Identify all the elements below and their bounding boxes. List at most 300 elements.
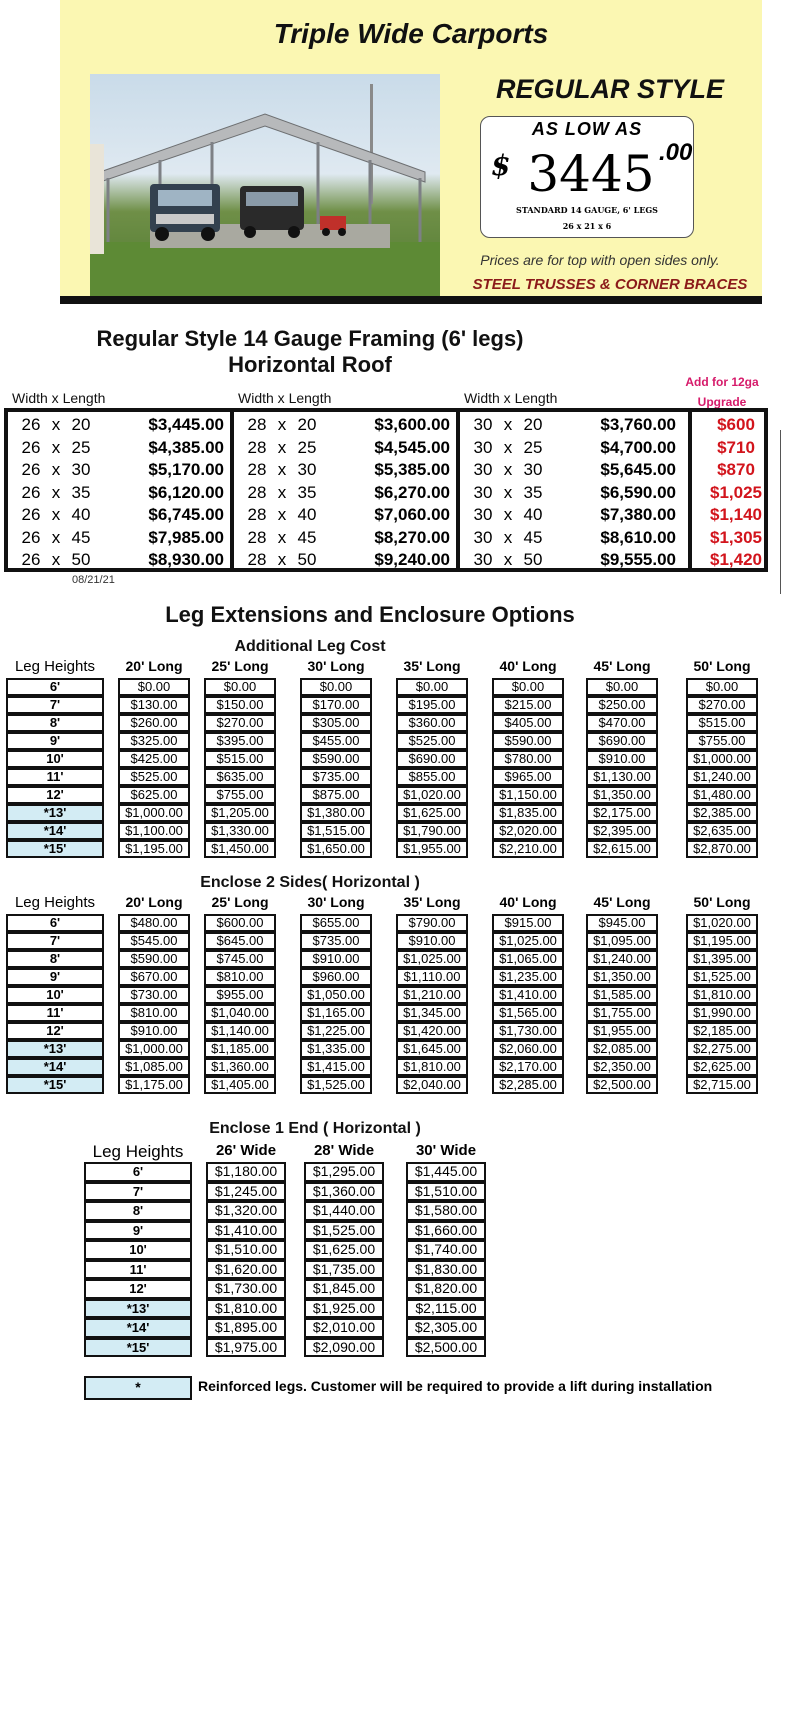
price-cell: $1,835.00 [492, 804, 564, 822]
price-cell: $945.00 [586, 914, 658, 932]
price-cell: $2,115.00 [406, 1299, 486, 1319]
upgrade-price: $1,420 [710, 550, 762, 569]
price-cell: $810.00 [204, 968, 276, 986]
price-cell: $1,235.00 [492, 968, 564, 986]
length-header: 40' Long [499, 658, 557, 674]
price-cell: $2,285.00 [492, 1076, 564, 1094]
length-header: 30' Long [307, 658, 365, 674]
price-cell: $405.00 [492, 714, 564, 732]
price-cell: $1,050.00 [300, 986, 372, 1004]
length-header: 40' Long [499, 894, 557, 910]
leg-height-cell: *15' [84, 1338, 192, 1358]
dim-width: 26 [21, 527, 41, 547]
framing-row [8, 437, 230, 459]
price-cell: $0.00 [118, 678, 190, 696]
framing-price: $6,120.00 [148, 482, 224, 502]
banner-title: Triple Wide Carports [273, 18, 549, 49]
price-cell: $250.00 [586, 696, 658, 714]
framing-price: $9,240.00 [374, 550, 450, 569]
dim-length: 20 [71, 415, 91, 434]
enclose-end-title: Enclose 1 End ( Horizontal ) [209, 1120, 421, 1137]
leg-height-cell: *14' [6, 822, 104, 840]
leg-height-cell: 7' [84, 1182, 192, 1202]
price-cell: $1,000.00 [686, 750, 758, 768]
price-cell: $1,195.00 [686, 932, 758, 950]
price-cell: $1,895.00 [206, 1318, 286, 1338]
length-header: 25' Long [211, 658, 269, 674]
price-cell: $1,345.00 [396, 1004, 468, 1022]
price-cell: $1,335.00 [300, 1040, 372, 1058]
framing-title: Regular Style 14 Gauge Framing (6' legs) [96, 326, 524, 351]
price-cell: $735.00 [300, 768, 372, 786]
framing-price: $9,555.00 [600, 550, 676, 569]
price-cell: $960.00 [300, 968, 372, 986]
length-header: 45' Long [593, 658, 651, 674]
dim-width: 30 [473, 437, 493, 457]
framing-price: $4,545.00 [374, 437, 450, 457]
framing-row [234, 414, 456, 436]
banner-divider [60, 296, 762, 304]
leg-height-cell: 9' [84, 1221, 192, 1241]
price-cell: $1,000.00 [118, 804, 190, 822]
length-header: 25' Long [211, 894, 269, 910]
price-cents: .00 [659, 139, 693, 166]
dim-x: x [277, 415, 287, 434]
upgrade-price: $710 [717, 437, 755, 457]
dim-width: 28 [247, 482, 267, 502]
price-cell: $360.00 [396, 714, 468, 732]
length-header: 50' Long [693, 658, 751, 674]
dim-length: 45 [523, 527, 543, 547]
framing-price: $3,445.00 [148, 415, 224, 434]
framing-price: $5,385.00 [374, 460, 450, 479]
as-low-as-label: AS LOW AS [531, 119, 643, 139]
dim-x: x [51, 415, 61, 434]
price-cell: $2,305.00 [406, 1318, 486, 1338]
price-cell: $1,440.00 [304, 1201, 384, 1221]
price-cell: $690.00 [396, 750, 468, 768]
framing-row [234, 437, 456, 459]
framing-row [460, 459, 682, 481]
price-cell: $2,500.00 [586, 1076, 658, 1094]
leg-height-cell: 11' [84, 1260, 192, 1280]
dim-length: 30 [71, 460, 91, 479]
price-cell: $1,510.00 [406, 1182, 486, 1202]
price-cell: $130.00 [118, 696, 190, 714]
price-cell: $910.00 [118, 1022, 190, 1040]
price-cell: $635.00 [204, 768, 276, 786]
dim-width: 30 [473, 505, 493, 524]
framing-price: $5,170.00 [148, 460, 224, 479]
framing-row [8, 504, 230, 526]
dim-x: x [51, 482, 61, 502]
framing-price: $7,060.00 [374, 505, 450, 524]
framing-row [8, 549, 230, 571]
price-cell: $755.00 [686, 732, 758, 750]
width-length-label: Width x Length [12, 390, 106, 406]
price-cell: $2,500.00 [406, 1338, 486, 1358]
leg-height-cell: 8' [6, 714, 104, 732]
price-cell: $745.00 [204, 950, 276, 968]
price-cell: $2,040.00 [396, 1076, 468, 1094]
price-cell: $730.00 [118, 986, 190, 1004]
price-cell: $790.00 [396, 914, 468, 932]
price-cell: $1,790.00 [396, 822, 468, 840]
dim-length: 20 [297, 415, 317, 434]
upgrade-note-line1: Add for 12ga [685, 375, 759, 389]
price-cell: $2,385.00 [686, 804, 758, 822]
style-title: REGULAR STYLE [495, 74, 724, 104]
price-cell: $1,565.00 [492, 1004, 564, 1022]
leg-heights-header: Leg Heights [92, 1142, 184, 1161]
price-cell: $2,170.00 [492, 1058, 564, 1076]
framing-price: $3,760.00 [600, 415, 676, 434]
framing-row [234, 549, 456, 571]
leg-height-cell: 9' [6, 732, 104, 750]
additional_leg-title: Additional Leg Cost [234, 638, 386, 655]
dim-width: 26 [21, 550, 41, 569]
price-cell: $915.00 [492, 914, 564, 932]
dim-width: 30 [473, 415, 493, 434]
price-cell: $1,820.00 [406, 1279, 486, 1299]
width-header: 30' Wide [415, 1142, 477, 1159]
dim-x: x [503, 550, 513, 569]
price-cell: $1,755.00 [586, 1004, 658, 1022]
price-cell: $0.00 [586, 678, 658, 696]
dim-length: 25 [71, 437, 91, 457]
price-cell: $1,730.00 [492, 1022, 564, 1040]
price-cell: $2,625.00 [686, 1058, 758, 1076]
price-cell: $395.00 [204, 732, 276, 750]
dim-width: 28 [247, 437, 267, 457]
framing-row [8, 414, 230, 436]
price-cell: $470.00 [586, 714, 658, 732]
width-header: 28' Wide [313, 1142, 375, 1159]
framing-price: $8,930.00 [148, 550, 224, 569]
leg-height-cell: 8' [6, 950, 104, 968]
price-cell: $325.00 [118, 732, 190, 750]
price-cell: $1,040.00 [204, 1004, 276, 1022]
price-cell: $150.00 [204, 696, 276, 714]
upgrade-price: $870 [717, 460, 755, 479]
length-header: 35' Long [403, 894, 461, 910]
price-cell: $1,730.00 [206, 1279, 286, 1299]
price-cell: $425.00 [118, 750, 190, 768]
price-cell: $670.00 [118, 968, 190, 986]
price-cell: $2,395.00 [586, 822, 658, 840]
price-cell: $1,185.00 [204, 1040, 276, 1058]
framing-price: $6,590.00 [600, 482, 676, 502]
dim-x: x [51, 437, 61, 457]
leg-height-cell: 6' [6, 678, 104, 696]
framing-row [234, 504, 456, 526]
dim-x: x [277, 527, 287, 547]
price-cell: $1,845.00 [304, 1279, 384, 1299]
width-length-label: Width x Length [238, 390, 332, 406]
leg-height-cell: 7' [6, 696, 104, 714]
upgrade-note-line2: Upgrade [697, 395, 747, 409]
length-header: 35' Long [403, 658, 461, 674]
price-cell: $1,620.00 [206, 1260, 286, 1280]
price-cell: $2,350.00 [586, 1058, 658, 1076]
price-cell: $170.00 [300, 696, 372, 714]
leg-height-cell: 12' [84, 1279, 192, 1299]
framing-table [4, 408, 768, 572]
price-cell: $545.00 [118, 932, 190, 950]
price-cell: $2,870.00 [686, 840, 758, 858]
price-cell: $600.00 [204, 914, 276, 932]
price-cell: $965.00 [492, 768, 564, 786]
price-cell: $1,650.00 [300, 840, 372, 858]
upgrade-note [672, 372, 772, 412]
width-length-label: Width x Length [464, 390, 558, 406]
price-cell: $1,020.00 [686, 914, 758, 932]
dim-width: 28 [247, 415, 267, 434]
dim-x: x [503, 437, 513, 457]
price-cell: $590.00 [118, 950, 190, 968]
dim-length: 40 [523, 505, 543, 524]
dim-x: x [503, 482, 513, 502]
price-cell: $1,165.00 [300, 1004, 372, 1022]
upgrade-price: $600 [717, 415, 755, 434]
dim-length: 45 [297, 527, 317, 547]
price-cell: $590.00 [300, 750, 372, 768]
price-cell: $1,525.00 [300, 1076, 372, 1094]
leg-height-cell: *14' [84, 1318, 192, 1338]
price-cell: $270.00 [204, 714, 276, 732]
standard-spec: STANDARD 14 GAUGE, 6' LEGS [516, 205, 658, 215]
price-cell: $1,095.00 [586, 932, 658, 950]
price-cell: $1,660.00 [406, 1221, 486, 1241]
price-cell: $625.00 [118, 786, 190, 804]
price-cell: $2,210.00 [492, 840, 564, 858]
price-cell: $2,060.00 [492, 1040, 564, 1058]
price-cell: $0.00 [300, 678, 372, 696]
dim-width: 26 [21, 482, 41, 502]
options-title: Leg Extensions and Enclosure Options [165, 602, 575, 627]
price-cell: $2,020.00 [492, 822, 564, 840]
dim-length: 50 [297, 550, 317, 569]
trusses-braces-label: STEEL TRUSSES & CORNER BRACES [472, 276, 748, 293]
price-cell: $1,830.00 [406, 1260, 486, 1280]
leg-heights-header: Leg Heights [14, 894, 96, 911]
price-cell: $2,275.00 [686, 1040, 758, 1058]
leg-height-cell: 10' [6, 750, 104, 768]
price-cell: $1,100.00 [118, 822, 190, 840]
date-stamp: 08/21/21 [72, 574, 115, 584]
dim-length: 40 [297, 505, 317, 524]
framing-row [460, 549, 682, 571]
price-cell: $810.00 [118, 1004, 190, 1022]
leg-height-cell: *15' [6, 1076, 104, 1094]
price-cell: $0.00 [204, 678, 276, 696]
price-cell: $690.00 [586, 732, 658, 750]
dim-width: 26 [21, 460, 41, 479]
framing-row [460, 437, 682, 459]
dim-length: 50 [523, 550, 543, 569]
price-cell: $2,090.00 [304, 1338, 384, 1358]
leg-height-cell: *15' [6, 840, 104, 858]
dim-length: 35 [71, 482, 91, 502]
price-cell: $1,585.00 [586, 986, 658, 1004]
dim-width: 28 [247, 505, 267, 524]
leg-height-cell: 12' [6, 1022, 104, 1040]
price-cell: $1,175.00 [118, 1076, 190, 1094]
price-cell: $525.00 [396, 732, 468, 750]
leg-height-cell: 7' [6, 932, 104, 950]
dim-width: 30 [473, 482, 493, 502]
length-header: 20' Long [125, 658, 183, 674]
price-cell: $1,735.00 [304, 1260, 384, 1280]
price-cell: $2,085.00 [586, 1040, 658, 1058]
framing-price: $3,600.00 [374, 415, 450, 434]
framing-subtitle: Horizontal Roof [228, 352, 392, 377]
dim-length: 30 [297, 460, 317, 479]
dim-length: 20 [523, 415, 543, 434]
price-cell: $2,635.00 [686, 822, 758, 840]
dollar-sign: $ [491, 149, 511, 182]
pricing-note: Prices are for top with open sides only. [480, 252, 720, 268]
price-cell: $455.00 [300, 732, 372, 750]
price-cell: $855.00 [396, 768, 468, 786]
price-cell: $195.00 [396, 696, 468, 714]
price-cell: $525.00 [118, 768, 190, 786]
price-cell: $1,410.00 [206, 1221, 286, 1241]
dim-x: x [51, 550, 61, 569]
framing-price: $5,645.00 [600, 460, 676, 479]
framing-price: $8,270.00 [374, 527, 450, 547]
dim-width: 30 [473, 527, 493, 547]
dim-x: x [277, 482, 287, 502]
carport-photo [90, 74, 440, 296]
price-cell: $1,810.00 [396, 1058, 468, 1076]
leg-height-cell: 6' [6, 914, 104, 932]
price-cell: $1,405.00 [204, 1076, 276, 1094]
leg-heights-header: Leg Heights [14, 658, 96, 675]
leg-height-cell: 10' [84, 1240, 192, 1260]
price-cell: $1,240.00 [686, 768, 758, 786]
price-cell: $0.00 [396, 678, 468, 696]
leg-height-cell: 8' [84, 1201, 192, 1221]
price-cell: $0.00 [686, 678, 758, 696]
price-cell: $1,180.00 [206, 1162, 286, 1182]
price-cell: $1,150.00 [492, 786, 564, 804]
framing-price: $6,745.00 [148, 505, 224, 524]
price-cell: $515.00 [204, 750, 276, 768]
leg-height-cell: *13' [6, 804, 104, 822]
dim-x: x [503, 505, 513, 524]
price-cell: $1,510.00 [206, 1240, 286, 1260]
framing-price: $7,380.00 [600, 505, 676, 524]
carport-banner [60, 0, 762, 304]
dim-x: x [51, 460, 61, 479]
price-cell: $1,360.00 [304, 1182, 384, 1202]
dim-x: x [277, 437, 287, 457]
price-cell: $1,380.00 [300, 804, 372, 822]
reinforced-legend-text: Reinforced legs. Customer will be required to provide a lift during installation [198, 1378, 713, 1394]
price-cell: $1,410.00 [492, 986, 564, 1004]
length-header: 20' Long [125, 894, 183, 910]
price-cell: $1,625.00 [396, 804, 468, 822]
dim-width: 28 [247, 460, 267, 479]
dim-width: 28 [247, 527, 267, 547]
dim-x: x [277, 550, 287, 569]
dim-width: 28 [247, 550, 267, 569]
dim-width: 26 [21, 415, 41, 434]
dim-x: x [503, 527, 513, 547]
price-cell: $1,955.00 [586, 1022, 658, 1040]
length-header: 30' Long [307, 894, 365, 910]
framing-price: $7,985.00 [148, 527, 224, 547]
price-cell: $2,175.00 [586, 804, 658, 822]
price-cell: $1,225.00 [300, 1022, 372, 1040]
price-cell: $480.00 [118, 914, 190, 932]
price-cell: $2,185.00 [686, 1022, 758, 1040]
dim-x: x [277, 460, 287, 479]
price-cell: $270.00 [686, 696, 758, 714]
dim-length: 35 [297, 482, 317, 502]
dim-width: 30 [473, 550, 493, 569]
price-cell: $1,140.00 [204, 1022, 276, 1040]
price-cell: $1,085.00 [118, 1058, 190, 1076]
price-cell: $1,065.00 [492, 950, 564, 968]
price-cell: $1,625.00 [304, 1240, 384, 1260]
length-header: 45' Long [593, 894, 651, 910]
price-cell: $735.00 [300, 932, 372, 950]
framing-row [234, 482, 456, 504]
framing-row [460, 482, 682, 504]
price-cell: $1,360.00 [204, 1058, 276, 1076]
leg-height-cell: 10' [6, 986, 104, 1004]
price-cell: $515.00 [686, 714, 758, 732]
price-cell: $955.00 [204, 986, 276, 1004]
price-cell: $2,715.00 [686, 1076, 758, 1094]
price-cell: $1,450.00 [204, 840, 276, 858]
price-cell: $1,320.00 [206, 1201, 286, 1221]
reinforced-legend-swatch: * [84, 1376, 192, 1400]
dim-x: x [51, 527, 61, 547]
upgrade-price: $1,305 [710, 527, 762, 547]
enclose_sides-title: Enclose 2 Sides( Horizontal ) [200, 874, 420, 891]
dim-x: x [503, 415, 513, 434]
price-cell: $1,395.00 [686, 950, 758, 968]
leg-height-cell: 12' [6, 786, 104, 804]
price-cell: $1,110.00 [396, 968, 468, 986]
price-cell: $1,645.00 [396, 1040, 468, 1058]
price-cell: $1,525.00 [304, 1221, 384, 1241]
price-cell: $1,525.00 [686, 968, 758, 986]
price-cell: $1,740.00 [406, 1240, 486, 1260]
framing-price: $4,700.00 [600, 437, 676, 457]
leg-height-cell: *13' [6, 1040, 104, 1058]
dim-length: 30 [523, 460, 543, 479]
dim-width: 30 [473, 460, 493, 479]
price-cell: $1,195.00 [118, 840, 190, 858]
price-cell: $1,480.00 [686, 786, 758, 804]
price-cell: $1,445.00 [406, 1162, 486, 1182]
price-cell: $1,240.00 [586, 950, 658, 968]
price-cell: $910.00 [300, 950, 372, 968]
price-cell: $1,990.00 [686, 1004, 758, 1022]
price-cell: $1,415.00 [300, 1058, 372, 1076]
price-cell: $1,515.00 [300, 822, 372, 840]
price-cell: $1,130.00 [586, 768, 658, 786]
framing-price: $6,270.00 [374, 482, 450, 502]
dim-length: 35 [523, 482, 543, 502]
price-cell: $1,295.00 [304, 1162, 384, 1182]
price-cell: $910.00 [396, 932, 468, 950]
starting-price: 3445 [527, 145, 655, 203]
